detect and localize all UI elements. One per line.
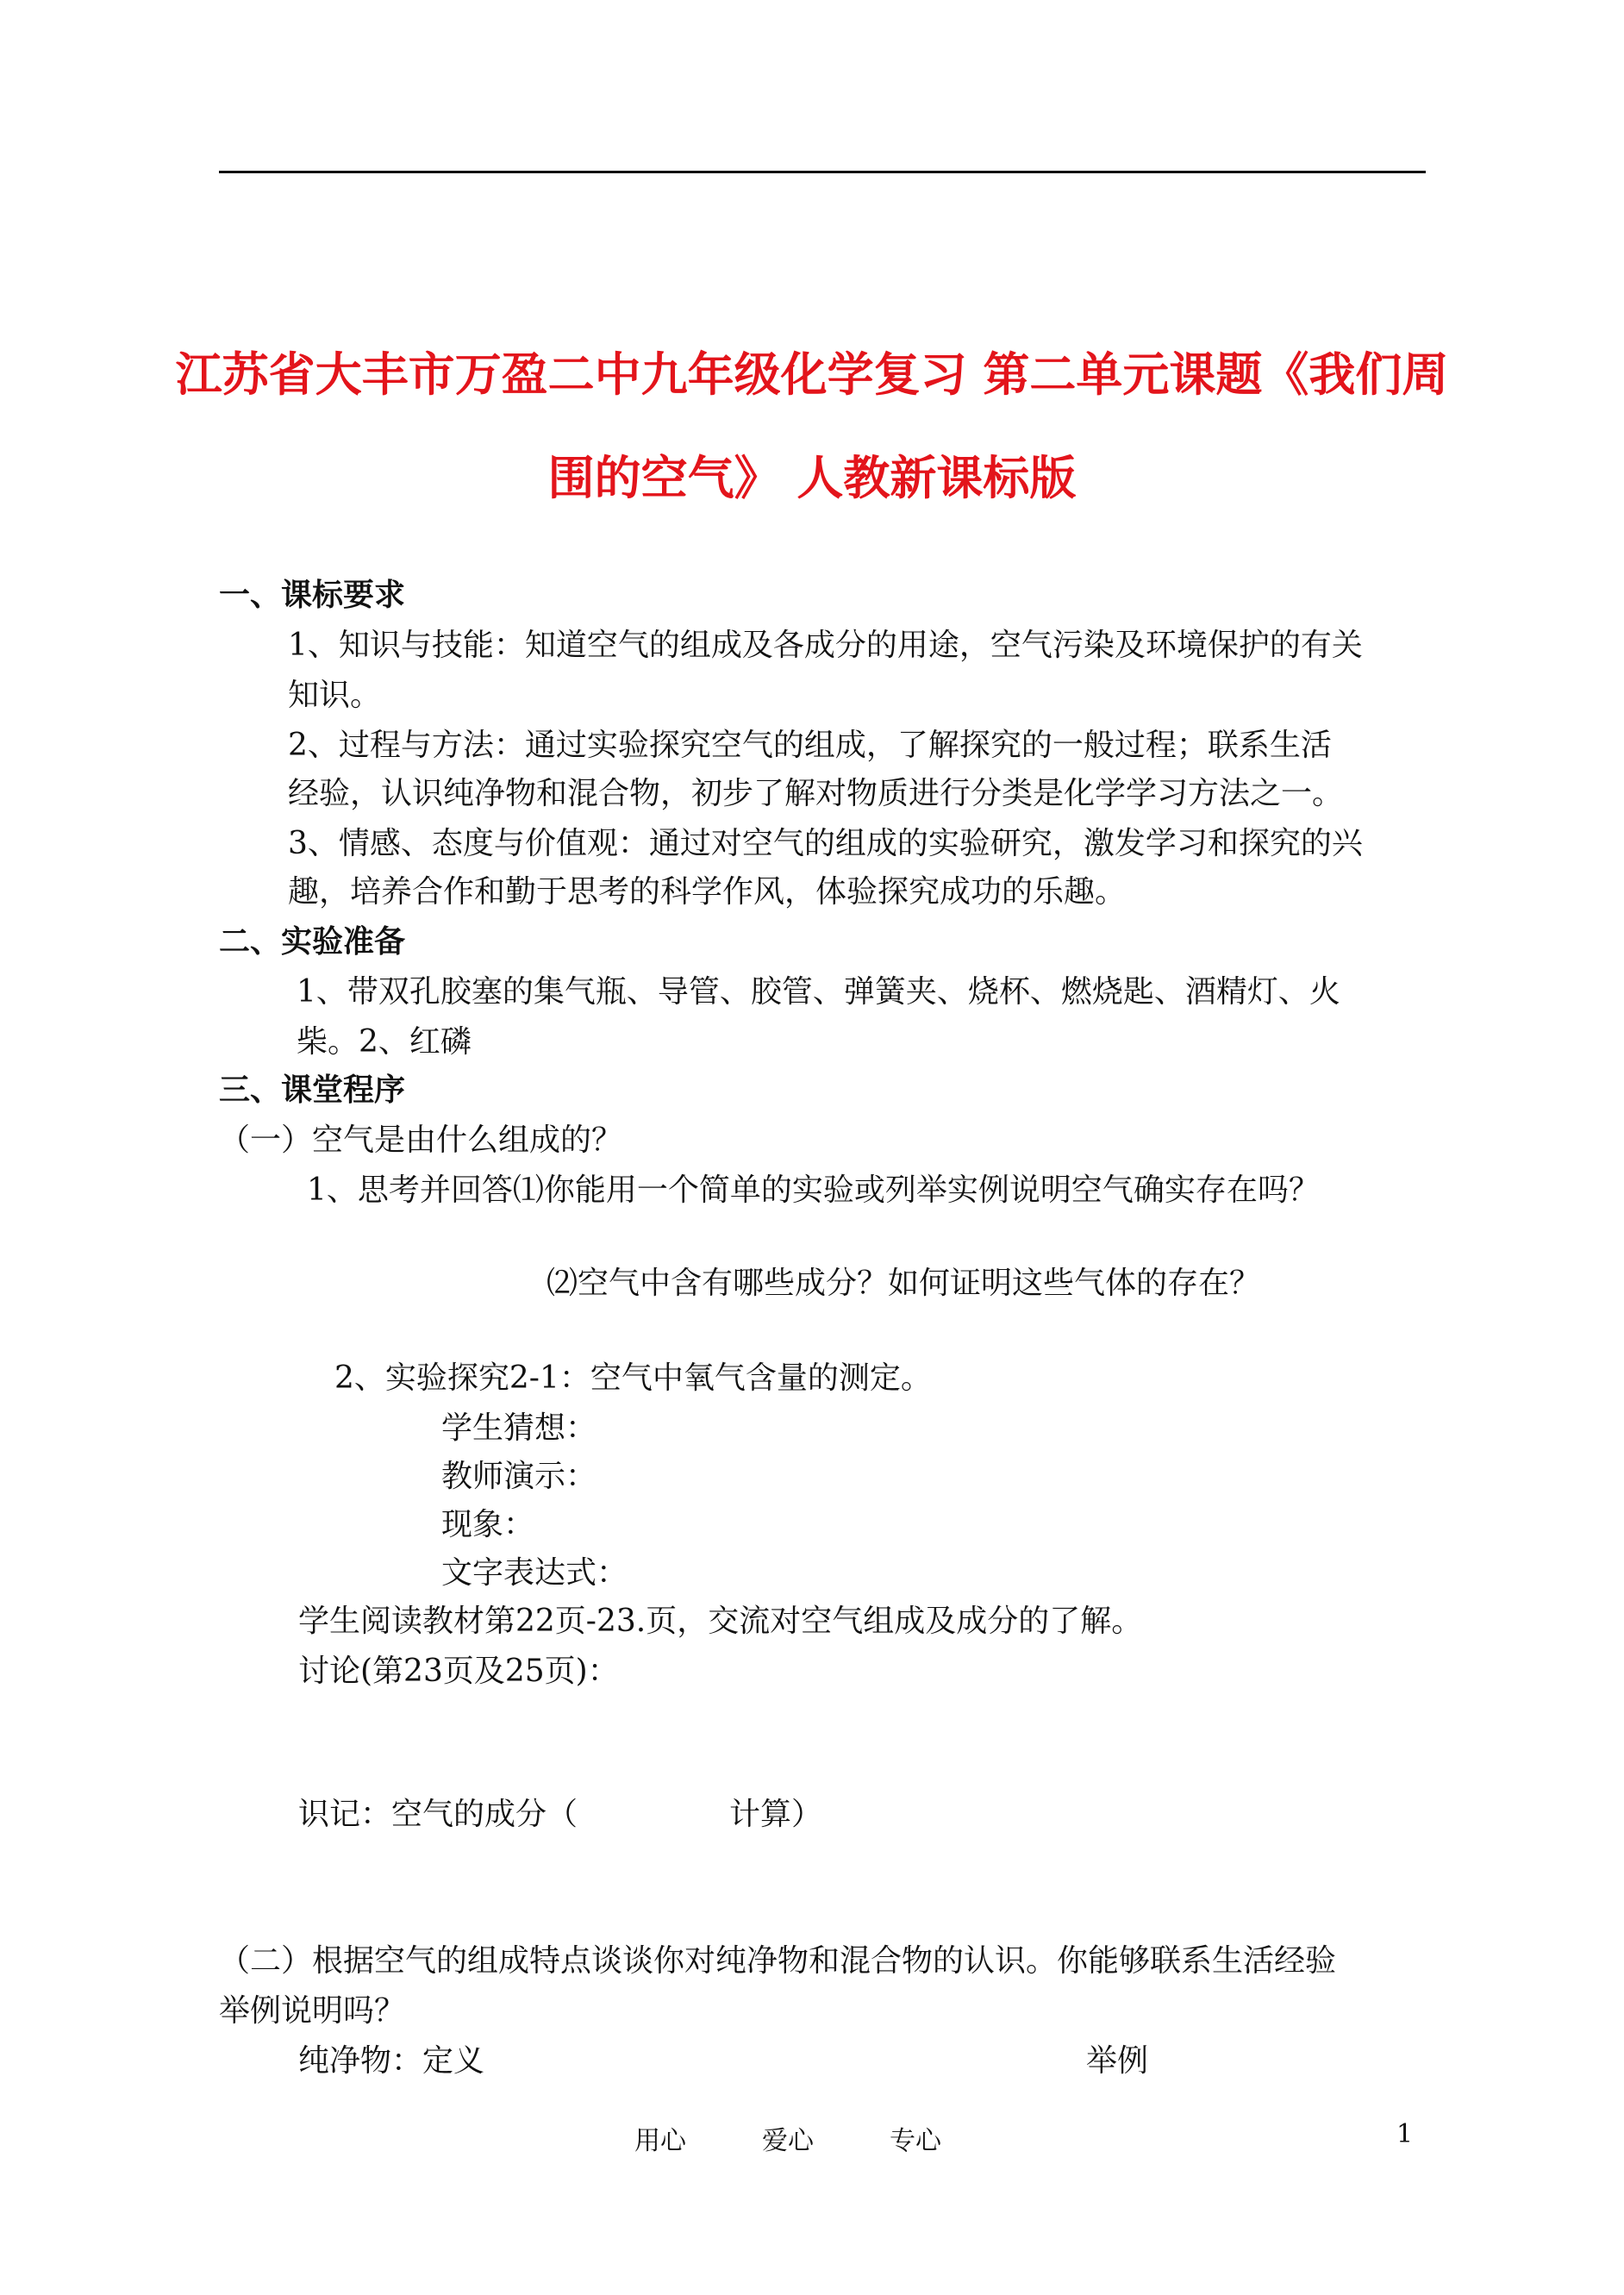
paragraph-line: 经验，认识纯净物和混合物，初步了解对物质进行分类是化学学习方法之一。 xyxy=(288,776,1344,811)
paragraph-line: 3、情感、态度与价值观：通过对空气的组成的实验研究，激发学习和探究的兴 xyxy=(288,826,1363,861)
doc-title-line1: 江苏省大丰市万盈二中九年级化学复习 第二单元课题《我们周 xyxy=(175,347,1449,402)
subsection-heading-2: （二）根据空气的组成特点谈谈你对纯净物和混合物的认识。你能够联系生活经验 xyxy=(219,1943,1337,1979)
page-number: 1 xyxy=(1396,2119,1414,2149)
section-heading-2: 二、实验准备 xyxy=(219,923,406,960)
paragraph-line: 文字表达式： xyxy=(441,1555,628,1591)
paragraph-line: 2、实验探究2-1：空气中氧气含量的测定。 xyxy=(334,1360,932,1396)
paragraph-line: 现象： xyxy=(441,1507,535,1542)
paragraph-line: 1、思考并回答⑴你能用一个简单的实验或列举实例说明空气确实存在吗？ xyxy=(307,1173,1320,1208)
paragraph-line: 教师演示： xyxy=(441,1459,597,1494)
paragraph-line: 知识。 xyxy=(288,678,382,713)
paragraph-line: 趣，培养合作和勤于思考的科学作风，体验探究成功的乐趣。 xyxy=(288,874,1127,910)
section-heading-3: 三、课堂程序 xyxy=(219,1072,406,1108)
paragraph-line: 1、带双孔胶塞的集气瓶、导管、胶管、弹簧夹、烧杯、燃烧匙、酒精灯、火 xyxy=(297,974,1340,1010)
paragraph-line: 讨论(第23页及25页)： xyxy=(298,1654,619,1689)
footer-right: 专心 xyxy=(890,2126,941,2156)
doc-title-line2: 围的空气》 人教新课标版 xyxy=(547,451,1077,505)
paragraph-line: 举例 xyxy=(1086,2043,1149,2079)
section-heading-1: 一、课标要求 xyxy=(219,577,406,613)
paragraph-line: 识记：空气的成分（ xyxy=(298,1797,578,1832)
paragraph-line: 2、过程与方法：通过实验探究空气的组成，了解探究的一般过程；联系生活 xyxy=(288,728,1332,763)
paragraph-line: 学生猜想： xyxy=(441,1410,597,1446)
header-rule xyxy=(219,171,1426,173)
paragraph-line: 计算） xyxy=(729,1797,823,1832)
footer-left: 用心 xyxy=(634,2126,686,2156)
paragraph-line: 柴。2、红磷 xyxy=(297,1024,472,1060)
footer-mid: 爱心 xyxy=(762,2126,814,2156)
paragraph-line: ⑵空气中含有哪些成分？如何证明这些气体的存在？ xyxy=(547,1266,1261,1301)
paragraph-line: 举例说明吗？ xyxy=(219,1993,406,2029)
paragraph-line: 1、知识与技能：知道空气的组成及各成分的用途，空气污染及环境保护的有关 xyxy=(288,628,1363,663)
paragraph-line: 纯净物：定义 xyxy=(298,2043,485,2079)
paragraph-line: 学生阅读教材第22页-23.页，交流对空气组成及成分的了解。 xyxy=(298,1604,1143,1639)
subsection-heading-1: （一）空气是由什么组成的？ xyxy=(219,1122,623,1158)
